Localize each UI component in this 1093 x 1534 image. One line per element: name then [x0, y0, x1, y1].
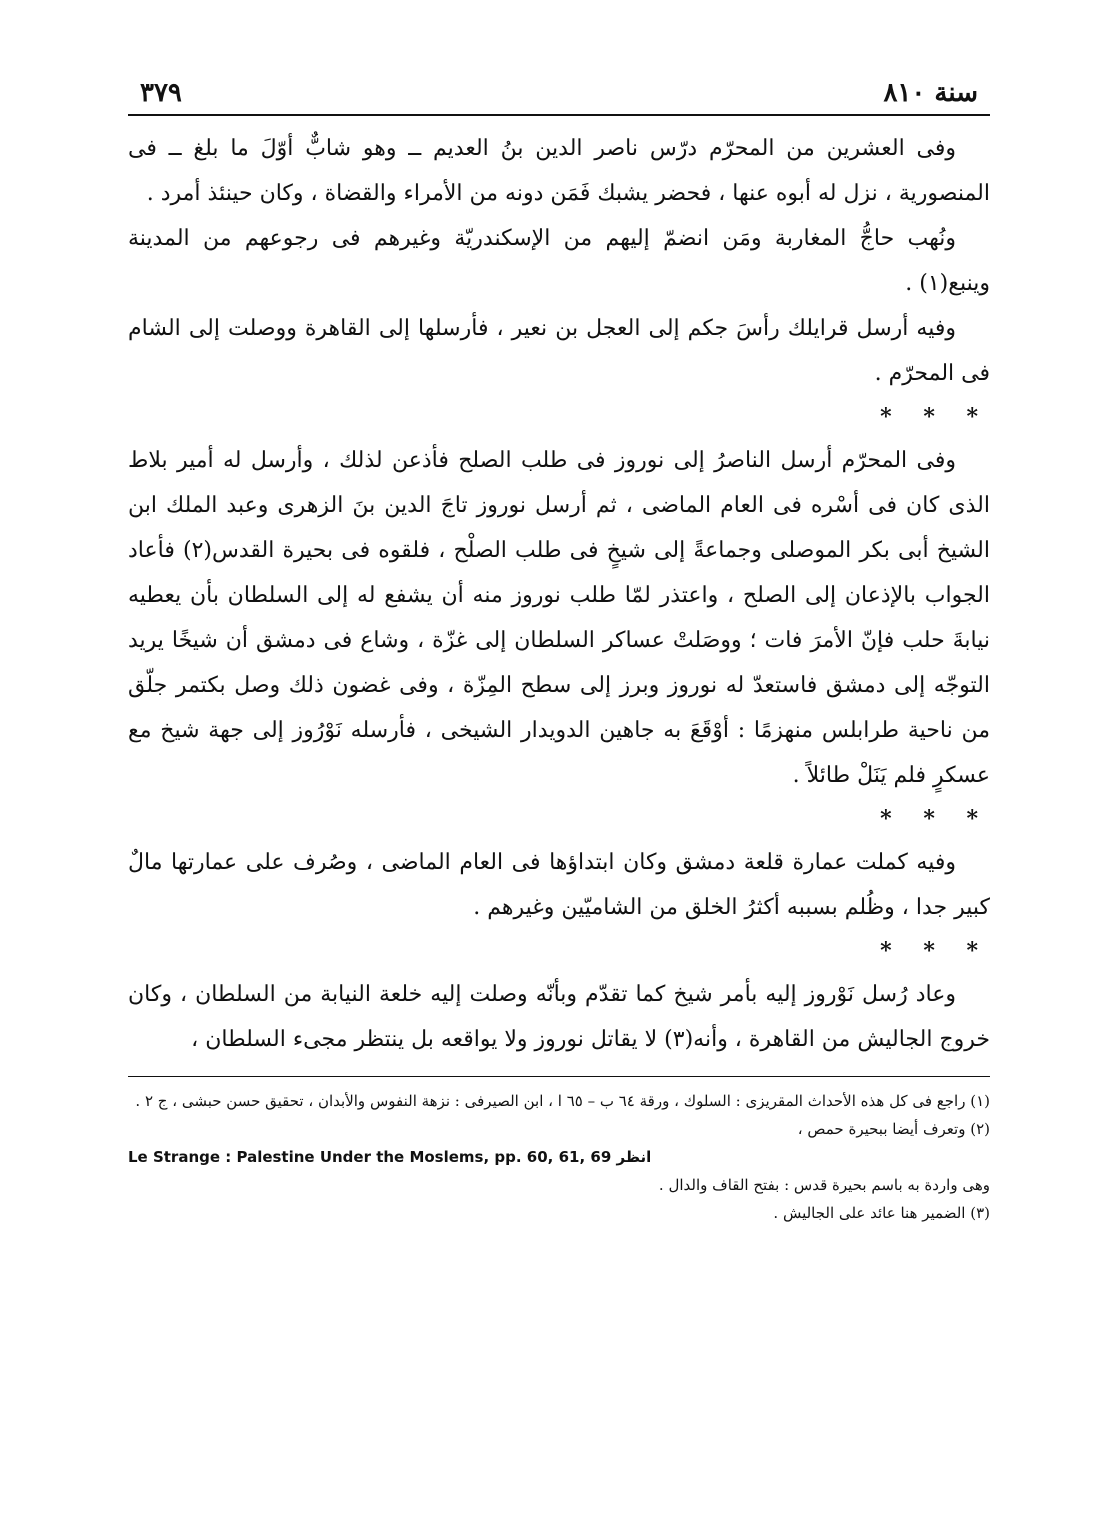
paragraph-6: وعاد رُسل نَوْروز إليه بأمر شيخ كما تقدّم وبأنّه وصلت إليه خلعة النيابة من السلطان ، وكان خروج الجاليش من القاهرة ، وأنه(٣) لا يقاتل نوروز ولا يواقعه بل ينتظر مجىء السلطان ، [128, 982, 990, 1052]
section-separator-2: * * * [880, 806, 990, 832]
footnote-2-rest: وهى واردة به باسم بحيرة قدس : بفتح القاف والدال . [658, 1176, 990, 1194]
page-header [128, 70, 990, 116]
main-text [128, 126, 990, 1062]
book-page [128, 70, 990, 1470]
page-number: ٣٧٩ [140, 78, 182, 108]
section-separator-3: * * * [880, 938, 990, 964]
paragraph-2: ونُهب حاجُّ المغاربة ومَن انضمّ إليهم من الإسكندريّة وغيرهم فى رجوعهم من المدينة وينبع(١) . [128, 226, 990, 296]
footnote-3: (٣) الضمير هنا عائد على الجاليش . [773, 1204, 990, 1222]
paragraph-5: وفيه كملت عمارة قلعة دمشق وكان ابتداؤها فى العام الماضى ، وصُرف على عمارتها مالٌ كبير جدا ، وظُلم بسببه أكثرُ الخلق من الشاميّين وغيرهم . [128, 850, 990, 920]
running-title: سنة ٨١٠ [883, 78, 978, 108]
footnote-1: (١) راجع فى كل هذه الأحداث المقريزى : السلوك ، ورقة ٦٤ ب – ٦٥ ا ، ابن الصيرفى : نزهة النفوس والأبدان ، تحقيق حسن حبشى ، ج ٢ . [135, 1092, 990, 1110]
section-separator-1: * * * [880, 404, 990, 430]
paragraph-1: وفى العشرين من المحرّم درّس ناصر الدين بنُ العديم ــ وهو شابٌّ أوّلَ ما بلغ ــ فى المنصورية ، نزل له أبوه عنها ، فحضر يشبك فَمَن دونه من الأمراء والقضاة ، وكان حينئذ أمرد . [128, 136, 990, 206]
footnotes [128, 1076, 990, 1227]
footnote-2-reference: Le Strange : Palestine Under the Moslems, pp. 60, 61, 69 انظر [128, 1148, 652, 1166]
paragraph-4: وفى المحرّم أرسل الناصرُ إلى نوروز فى طلب الصلح فأذعن لذلك ، وأرسل له أمير بلاط الذى كان فى أسْره فى العام الماضى ، ثم أرسل نوروز تاجَ الدين بنَ الزهرى وعبد الملك ابن الشيخ أبى بكر الموصلى وجماعةً إلى شيخٍ فى طلب الصلْح ، فلقوه فى بحيرة القدس(٢) فأعاد الجواب بالإذعان إلى الصلح ، واعتذر لمّا طلب نوروز منه أن يشفع له إلى السلطان بأن يعطيه نيابةَ حلب فإنّ الأمرَ فات ؛ ووصَلتْ عساكر السلطان إلى غزّة ، وشاع فى دمشق أن شيخًا يريد التوجّه إلى دمشق فاستعدّ له نوروز وبرز إلى سطح المِزّة ، وفى غضون ذلك وصل بكتمر جلّق من ناحية طرابلس منهزمًا : أوْقَعَ به جاهين الدويدار الشيخى ، فأرسله نَوْرُوز إلى جهة شيخ مع عسكرٍ فلم يَنَلْ طائلاً . [128, 448, 990, 788]
paragraph-3: وفيه أرسل قرايلك رأسَ جكم إلى العجل بن نعير ، فأرسلها إلى القاهرة ووصلت إلى الشام فى المحرّم . [128, 316, 990, 386]
footnote-2-prefix: (٢) وتعرف أيضا ببحيرة حمص ، [797, 1120, 990, 1138]
